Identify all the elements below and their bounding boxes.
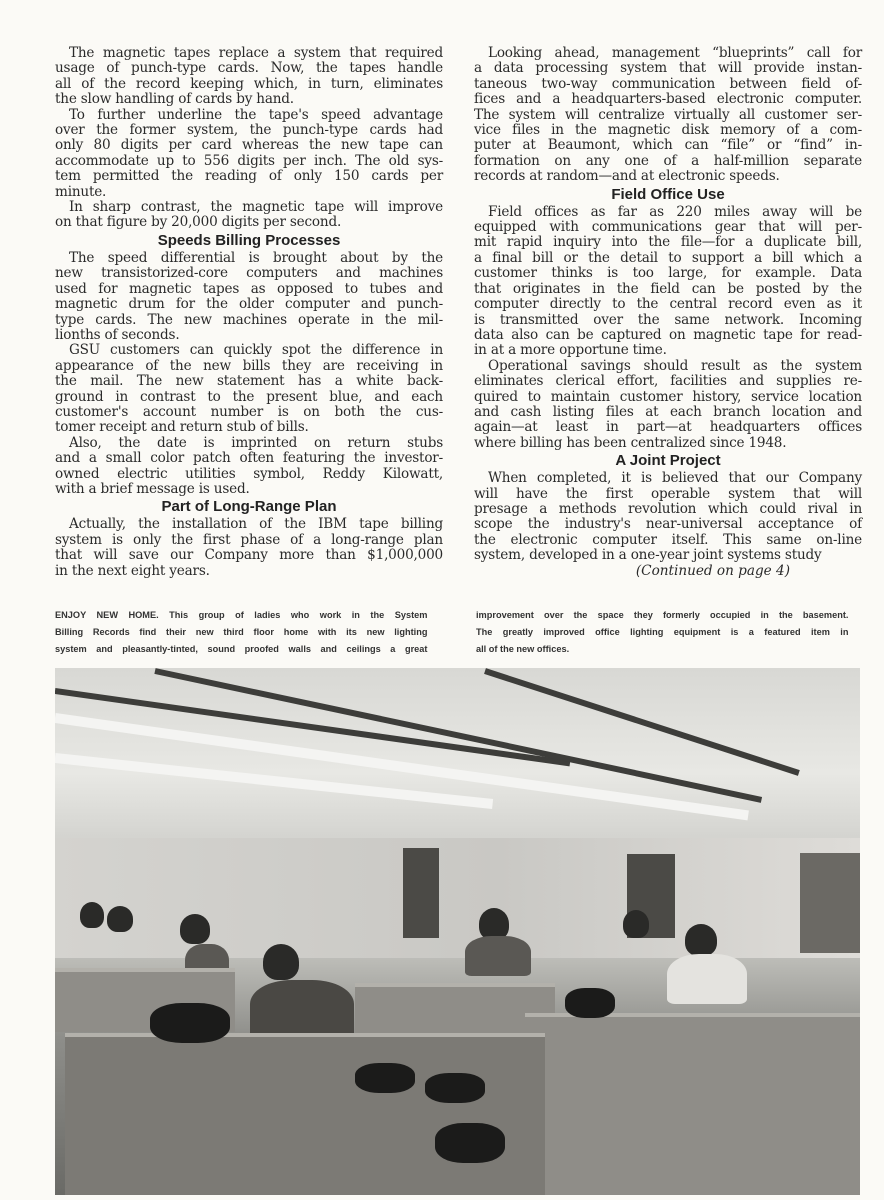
text-line: type cards. The new machines operate in the mil- [55, 311, 443, 328]
photo-person-body [667, 954, 747, 1004]
text-line: Field offices as far as 220 miles away will be [488, 203, 862, 220]
paragraph [474, 359, 862, 451]
office-photo [55, 668, 860, 1195]
text-line: equipped with communications gear that will per- [474, 219, 862, 236]
text-line: formation on any one of a half-million separate [474, 152, 862, 169]
text-line: and a small color patch often featuring the investor- [55, 450, 443, 467]
paragraph [55, 251, 443, 343]
text-line: customer's account number is on both the cus- [55, 403, 443, 420]
paragraph [55, 200, 443, 231]
text-line: lionths of seconds. [55, 326, 180, 343]
caption-line: ENJOY NEW HOME. This group of ladies who work in the System [55, 610, 428, 621]
text-line: a data processing system that will provide instan- [474, 60, 862, 77]
text-line: taneous two-way communication between field of- [474, 75, 862, 92]
text-line: mit rapid inquiry into the file—for a duplicate bill, [474, 234, 862, 251]
photo-person [180, 914, 210, 944]
photo-telephone [355, 1063, 415, 1093]
photo-person [107, 906, 133, 932]
right-column [474, 46, 862, 579]
text-line: the electronic computer itself. This same on-line [474, 531, 862, 548]
paragraph [474, 205, 862, 359]
continued-note: (Continued on page 4) [635, 562, 790, 579]
text-line: where billing has been centralized since 1948. [474, 434, 787, 451]
paragraph [55, 108, 443, 200]
photo-desk [525, 1013, 860, 1195]
section-heading: Field Office Use [611, 185, 725, 203]
photo-shelf [800, 853, 860, 953]
section-heading: Part of Long-Range Plan [161, 498, 337, 516]
photo-telephone [425, 1073, 485, 1103]
text-line: In sharp contrast, the magnetic tape will improve [69, 199, 443, 216]
text-line: usage of punch-type cards. Now, the tapes handle [55, 60, 443, 77]
photo-adding-machine [150, 1003, 230, 1043]
text-line: puter at Beaumont, which can “file” or “find” in- [474, 137, 862, 154]
photo-door [403, 848, 439, 938]
text-line: the mail. The new statement has a white back- [55, 373, 443, 390]
text-line: records at random—and at electronic speeds. [474, 168, 780, 185]
photo-person-body [465, 936, 531, 976]
section-heading: Speeds Billing Processes [157, 231, 341, 249]
section-heading: A Joint Project [615, 452, 721, 470]
text-line: in the next eight years. [55, 562, 210, 579]
text-line: quired to maintain customer history, service location [474, 388, 862, 405]
photo-person [623, 910, 649, 938]
text-line: that originates in the field can be posted by the [474, 280, 862, 297]
text-line: accommodate up to 556 digits per inch. The old sys- [55, 152, 443, 169]
photo-telephone [435, 1123, 505, 1163]
caption-line: The greatly improved office lighting equipment is a featured item in [476, 627, 849, 638]
photo-desk [65, 1033, 545, 1195]
text-line: Actually, the installation of the IBM tape billing [69, 516, 443, 533]
text-line: all of the record keeping which, in turn, eliminates [55, 75, 443, 92]
text-line: used for magnetic tapes as opposed to tubes and [55, 280, 443, 297]
photo-back-wall [55, 838, 860, 958]
photo-person [263, 944, 299, 980]
text-line: To further underline the tape's speed advantage [69, 106, 443, 123]
paragraph [474, 471, 862, 579]
text-line: eliminates clerical effort, facilities and supplies re- [474, 373, 862, 390]
text-line: The magnetic tapes replace a system that required [69, 45, 443, 61]
photo-person [80, 902, 104, 928]
text-line: scope the industry's near-universal acceptance of [474, 516, 862, 533]
text-line: Operational savings should result as the system [488, 357, 862, 374]
caption-line: system and pleasantly-tinted, sound proofed walls and ceilings a great [55, 644, 428, 655]
text-line: on that figure by 20,000 digits per second. [55, 214, 342, 231]
text-line: is transmitted over the same network. Incoming [474, 311, 862, 328]
caption-line: improvement over the space they formerly occupied in the basement. [476, 610, 849, 621]
text-line: data also can be captured on magnetic tape for read- [474, 326, 862, 343]
text-line: customer thinks is too large, for example. Data [474, 265, 862, 282]
photo-person [685, 924, 717, 956]
text-line: and cash listing files at each branch location and [474, 403, 862, 420]
paragraph [55, 436, 443, 498]
text-line: Looking ahead, management “blueprints” call for [488, 45, 862, 61]
paragraph [55, 46, 443, 108]
photo-caption-left [55, 607, 427, 658]
paragraph [474, 46, 862, 185]
text-line: fices and a headquarters-based electronic computer. [474, 91, 862, 108]
text-line: a final bill or the detail to support a bill which a [474, 249, 862, 266]
text-line: minute. [55, 183, 107, 200]
text-line: ground in contrast to the present blue, and each [55, 388, 443, 405]
text-line: the slow handling of cards by hand. [55, 91, 294, 108]
text-line: with a brief message is used. [55, 480, 250, 497]
text-line: in at a more opportune time. [474, 342, 667, 359]
text-line: only 80 digits per card whereas the new tape can [55, 137, 443, 154]
text-line: system, developed in a one-year joint systems study [474, 547, 822, 564]
caption-line: Billing Records find their new third floor home with its new lighting [55, 627, 428, 638]
text-line: will have the first operable system that will [474, 485, 862, 502]
photo-telephone [565, 988, 615, 1018]
photo-caption-right [476, 607, 848, 658]
text-line: that will save our Company more than $1,000,000 [55, 547, 443, 564]
photo-person-body [250, 980, 354, 1040]
text-line: GSU customers can quickly spot the difference in [69, 342, 443, 359]
text-line: When completed, it is believed that our Company [488, 470, 862, 487]
paragraph [55, 517, 443, 579]
text-line: tomer receipt and return stub of bills. [55, 419, 309, 436]
text-line: new transistorized-core computers and machines [55, 265, 443, 282]
text-line: over the former system, the punch-type cards had [55, 122, 443, 139]
caption-line: all of the new offices. [476, 644, 570, 655]
text-line: The speed differential is brought about by the [69, 249, 443, 266]
photo-ceiling-light [55, 753, 493, 809]
text-line: system is only the first phase of a long-range plan [55, 531, 443, 548]
text-line: vice files in the magnetic disk memory of a com- [474, 122, 862, 139]
text-line: again—at least in part—at headquarters offices [474, 419, 862, 436]
text-line: magnetic drum for the older computer and punch- [55, 296, 443, 313]
text-line: appearance of the new bills they are receiving in [55, 357, 443, 374]
text-line: The system will centralize virtually all customer ser- [474, 106, 862, 123]
text-line: tem permitted the reading of only 150 cards per [55, 168, 443, 185]
text-line: owned electric utilities symbol, Reddy Kilowatt, [55, 465, 443, 482]
paragraph [55, 343, 443, 435]
text-line: computer directly to the central record even as it [474, 296, 862, 313]
text-line: Also, the date is imprinted on return stubs [69, 434, 443, 451]
text-line: presage a methods revolution which could rival in [474, 500, 862, 517]
left-column [55, 46, 443, 579]
